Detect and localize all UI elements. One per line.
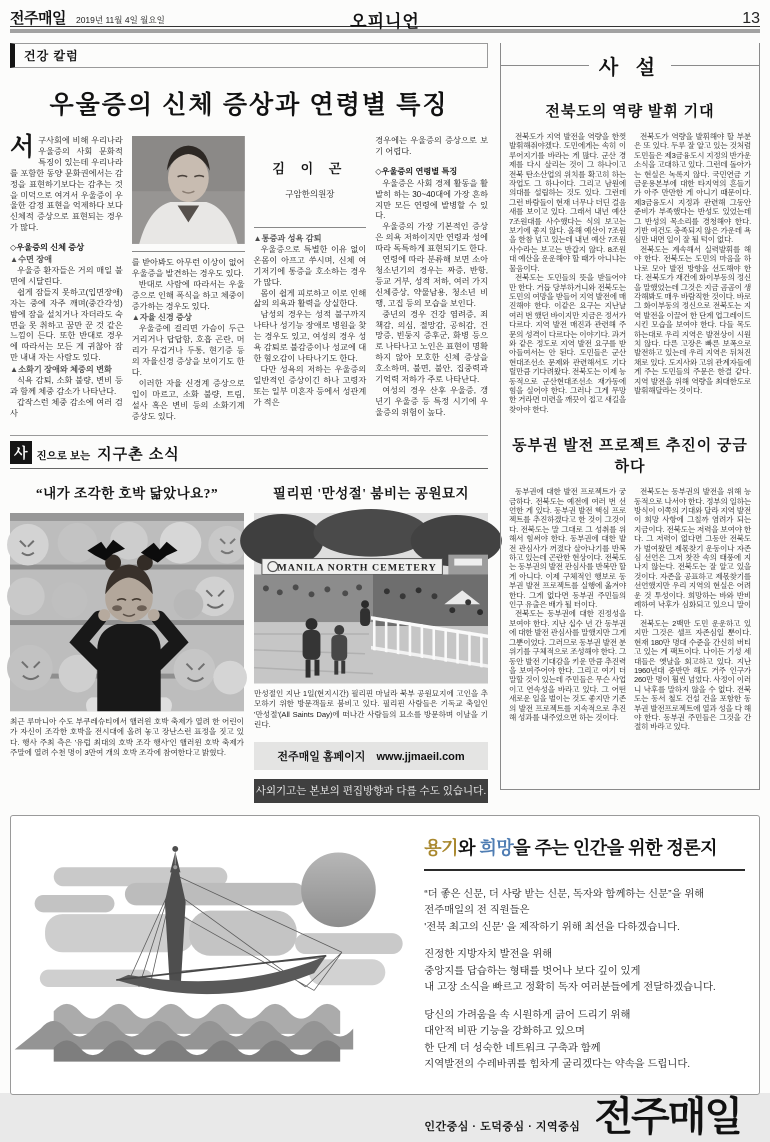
section-title: 오피니언 xyxy=(350,12,420,31)
health-column-label: 건강 칼럼 xyxy=(10,43,488,68)
photo1-caption: 최근 루마니아 수도 부쿠레슈티에서 핼러윈 호박 축제가 열려 한 어린이가 자신이 조각한 호박을 전시대에 올려 놓고 장난스런 표정을 짓고 있다. 행사 주최 측은 '유럽 최대의 호박 조각 행사'인 핼러윈 호박 축제가 주말에 열려 수천 명이 3만여 개의 호박 조각에 참여한다고 밝혔다. xyxy=(10,716,244,758)
photo1-title: “내가 조각한 호박 닮았나요?” xyxy=(35,485,219,501)
editorial-box xyxy=(500,43,760,790)
left-column xyxy=(10,43,488,803)
health-col-1: 서구사회에 비해 우리나라 우울증의 사회 문화적 특징이 있는데 우리나라를 포함한 동양 문화권에서는 감정을 표현하기보다는 감추는 것을 미덕으로 여겨서 우울증이 우울한 감정 표현을 억제하다 보다 신체적 증상으로 표현되는 경우가 많다. ◇우울증의 신체 증상 ▲수면 장애 우울증 환자들은 거의 매일 불면에 시달린다. 쉽게 잠들지 못하고(입면장애) 자는 중에 자주 깨며(중간각성) 밤에 잠을 설치거나 자더라도 숙면을 못 취하고 꿈만 꾼 것 같은 느낌이 든다. 또한 반대로 경우에 따라서는 모든 게 귀찮아 잠만 내내 자는 사람도 있다. ▲소화기 장애와 체중의 변화 식욕 감퇴, 소화 불량, 변비 등과 함께 체중 감소가 나타난다. 갑작스런 체중 감소에 여러 검사 xyxy=(10,134,123,418)
promo-paragraph-2: 진정한 지방자치 발전을 위해 중앙지를 답습하는 형태를 벗어나 보다 깊이 있게 내 고장 소식을 빠르고 정확히 독자 여러분들에게 전달하겠습니다. xyxy=(424,949,716,994)
homepage-label: 전주매일 홈페이지 xyxy=(277,750,366,763)
author-photo xyxy=(132,136,245,252)
promo-title: 용기와 희망을 주는 인간을 위한 정론지 xyxy=(424,834,745,871)
photo1-pumpkin-child-image xyxy=(10,513,244,711)
editorial-header xyxy=(501,43,759,88)
photo-story-cemetery xyxy=(254,473,488,803)
promo-paragraph-3: 당신의 가려움을 속 시원하게 긁어 드리기 위해 대안적 비판 기능을 강화하고 있으며 한 단계 더 성숙한 네트워크 구축과 함께 지역발전의 수레바퀴를 힘차게 굴리겠다는 약속을 드립니다. xyxy=(424,1009,691,1071)
masthead-brand: 전주매일 xyxy=(10,10,66,27)
homepage-url[interactable]: www.jjmaeil.com xyxy=(376,750,465,763)
photo2-caption: 만성절인 지난 1일(현지시간) 필리핀 마닐라 북부 공원묘지에 고인을 추모하기 위한 방문객들로 붐비고 있다. 필리핀 사람들은 기독교 축일인 '만성절'(All Saints Day)에 떠나간 사람들의 묘소를 방문하며 이날을 기린다. xyxy=(254,689,488,730)
issue-date: 2019년 11월 4일 월요일 xyxy=(75,15,165,25)
promo-banner xyxy=(10,815,760,1139)
brand-slogan: 인간중심 · 도덕중심 · 지역중심 xyxy=(424,1120,581,1133)
sun xyxy=(301,852,376,927)
health-article-body xyxy=(10,136,488,423)
contribution-disclaimer-bar: 사외기고는 본보의 편집방향과 다를 수도 있습니다. xyxy=(254,779,488,803)
editorial-label: 사 설 xyxy=(598,57,662,79)
photo-story-pumpkin xyxy=(10,473,244,803)
photo2-cemetery-image xyxy=(254,513,488,684)
health-col-4: 경우에는 우울증의 증상으로 보기 어렵다. ◇우울증의 연령별 특징 우울증은 사회 경제 활동을 활발히 하는 30~40대에 가장 흔하지만 모든 연령에 발병할 수 있다. 우울증의 가장 기본적인 증상은 의욕 저하이지만 연령과 성에 따라 독특하게 표현되기도 한다. 연령에 따라 분류해 보면 소아청소년기의 경우는 짜증, 반항, 등교 거부, 성적 저하, 여러 가지 신체증상, 약물남용, 청소년 비행, 고집 등의 모습을 보인다. 중년의 경우 건강 염려증, 죄책감, 의심, 절망감, 공허감, 건망증, 빈둥지 증후군, 화병 등으로 나타나고 노인은 표현이 명확하지 않아 모호한 신체 증상을 호소하며, 불면, 불안, 집중력과 기억력 저하가 주로 나타난다. 여성의 경우 산후 우울증, 갱년기 우울증 등 특정 시기에 우울증의 위험이 높다. xyxy=(375,136,488,417)
drop-cap: 서 xyxy=(10,134,35,161)
waves xyxy=(15,1004,354,1062)
health-col-2: 를 받아봐도 아무런 이상이 없어 우울증을 발견하는 경우도 있다. 반대로 사람에 따라서는 우울증으로 인해 폭식을 하고 체중이 증가하는 경우도 있다. ▲자율 신경 증상 우울증에 걸리면 가슴이 두근거리거나 답답함, 호흡 곤란, 머리가 무겁거나 두통, 현기증 등의 자율신경 증상을 보이기도 한다. 이러한 자율 신경계 증상으로 입이 마르고, 소화 불량, 트림, 설사 혹은 변비 등의 소화기계 증상도 있다. xyxy=(132,136,245,423)
promo-illustration xyxy=(19,824,418,1084)
author-portrait-illustration xyxy=(132,136,245,244)
photos-section-header: 사 진으로 보는 지구촌 소식 xyxy=(10,436,488,469)
author-title: 구암한의원장 xyxy=(285,188,335,199)
editorial2-title: 동부권 발전 프로젝트 추진이 궁금하다 xyxy=(512,438,748,476)
promo-paragraph-1: “더 좋은 신문, 더 사랑 받는 신문, 독자와 함께하는 신문”을 위해 전주매일의 전 직원들은 '전북 최고의 신문' 을 제작하기 위해 최선을 다하겠습니다. xyxy=(424,888,705,933)
homepage-box xyxy=(254,742,488,770)
photos-dropcap: 사 xyxy=(10,441,32,464)
author-name: 김 이 곤 xyxy=(272,161,348,176)
author-block xyxy=(254,136,367,228)
health-article-title: 우울증의 신체 증상과 연령별 특징 xyxy=(49,92,449,119)
promo-footer xyxy=(424,1085,745,1142)
editorial1-body: 전북도가 지역 발전을 역량을 한껏 발휘해줘야겠다. 도민에게는 속히 이루어지기를 바라는 게 많다. 군산 경제를 다시 살리는 것이 그 하나이고 전북 탄소산업의 위치를 확고히 하는 작업도 그 하나이다. 그리고 남원에 의대를 설립하는 것도 있다. 그런데 그런 바람들이 현재 너무나 더딘 걸음새를 보이고 있다. 그래서 내년 예산 7조원대를 사수했다는 식의 보고는 보기에 좋지 않다. 올해 예산이 7조원을 한참 넘고 있는데 내년 예산 7조원 사수라는 보고는 반갑지 않다. 8조원대 예산을 운운해야 할 때가 아니냐는 물음이다. 전북도는 도민들의 뜻을 받들어야만 한다. 거듭 당부하거니와 전북도는 도민의 여망을 받들어 지역 발전에 매진해야 한다. 이같은 요구는 지난날 여러 번 했던 바이지만 지금은 정서가 다르다. 지역 발전 매진과 관련해 주문의 성격이 다르다는 이야기다. 과거와 같은 정도로 지역 발전 요구를 받아들여서는 안 된다. 도민들은 군산 현대조선소 문제와 관련해서도 기다릴만큼 기다려왔다. 전북도는 이제 능동적으로 군산현대조선소 재가동에 힘을 실어야 한다. 그러나 그게 무망한 거라면 미련을 깨끗이 접고 새길을 찾아야 한다. 전북도가 역량을 발휘해야 할 부분은 또 있다. 두루 잘 알고 있는 것처럼 도민들은 제3금융도시 지정의 반가운 소식을 고대하고 있다. 그런데 돌아가는 현실은 녹록지 않다. 국민연금 기금운용본부에 대한 타지역의 흔들기가 아주 만만한 게 아니기 때문이다. 제3금융도시 지정과 관련해 그동안 준비가 부족했다는 반성도 있었는데 그 반성의 목소리를 경청해야 한다. 기반 여건도 충족되지 않은 가운데 욕심만 내면 일이 잘 될 턱이 없다. 전북도는 계속해서 실력발휘를 해야 한다. 전북도는 도민의 마음을 하나로 모아 발전 방향을 선도해야 한다. 전북도가 재건에 화이부동의 정신을 말했었는데 그것은 지금 곰곰이 생각해봐도 매우 바람직한 것이다. 바로 그 화이부동의 정신으로 전북도는 지역 발전을 이끌어 한 단계 업그레이드시킨 모습을 보여야 한다. 다들 목도하는대로 우리 지역은 발전상이 시원치 않다. 다른 고장은 빠른 보폭으로 발전하고 있는데 우리 지역은 뒤처진 채로 있다. 도지사와 고위 관계자들에게 주는 도민들의 주문은 한결 같다. 지역 발전을 위해 역량을 최대한도로 발휘해달라는 것이다. xyxy=(509,132,751,414)
editorial2-body: 동부권에 대한 발전 프로젝트가 궁금하다. 전북도는 예전에 여러 번 선언한 게 있다. 동부권 발전 핵심 프로젝트를 추진하겠다고 한 것이 그것이다. 전북도는 말 그대로 그 성취를 위해서 힘써야 한다. 동부권에 대한 발전 관심사가 꺼졌다 살아나기를 반복하고 있는데 곤란한 현상이다. 전북도는 동부권의 발전 관심사를 반복만 할 게 아니다. 이제 구체적인 행보로 동부권 발전 프로젝트를 실행에 옮겨야 한다. 그게 없다면 동부권 주민들의 인구 유출은 배가 될 터이다. 전북도는 동부권에 대한 진정성을 보여야 한다. 지난 십수 년 간 동부권에 대한 발전 관심사를 말했지만 그게 그뿐이었다. 그러므로 동부권 발전 분위기를 구체적으로 조성해야 한다. 그동안 발전 기대감을 키운 만큼 추진력을 보여주어야 한다. 그리고 여기 더 말할 것이 있는데 주민들은 무슨 사업이고 연속성을 바라고 있다. 그 어떤 새로운 일을 벌이는 것도 좋지만 기존의 발전 프로젝트를 지속적으로 추진해 성과를 내주었으면 하는 것이다. 전북도는 동부권의 발전을 위해 능동적으로 나서야 한다. 정부의 일하는 방식이 이쪽의 기대와 달라 지역 발전이 희망 사항에 그칠까 염려가 되는 지금이다. 전북도는 저력을 보여야 한다. 그 저력이 없다면 그동안 전북도가 벌여왔던 제몫찾기 운동이나 자존심 선언은 그저 찻잔 속의 태풍에 지나지 않는다. 전북도는 잘 알고 있을 것이다. 자존을 공표하고 제몫찾기를 선언했지만 우리 지역의 현실은 어려운 것 투성이다. 희망하는 바와 반비례하여 낙후가 심화되고 있으니 말이다. 전북도는 2백만 도민 운운하고 있지만 그것은 셀프 자존심일 뿐이다. 현재 180만 명대 수준을 간신히 버티고 있는 게 팩트이다. 나이든 기성 세대들은 옛날을 회고하고 있다. 지난 1960년대 중반만 해도 거주 인구가 260만 명이 훨씬 넘었다. 사정이 이러니 낙후를 말하지 않을 수 없다. 전북도는 동서 철도 건설 건을 포함한 동부권 발전프로젝트에 열과 성을 다 해야 한다. 동부권 주민들은 그것을 간절히 바라고 있다. xyxy=(509,487,751,732)
page-number: 13 xyxy=(742,10,760,27)
photo2-title: 필리핀 '만성절' 붐비는 공원묘지 xyxy=(272,485,470,501)
health-col-3: 김 이 곤 구암한의원장 ▲통증과 성욕 감퇴 우울증으로 특별한 이유 없이 온몸이 아프고 쑤시며, 신체 여기저기에 통증을 호소하는 경우가 많다. 몸이 쉽게 피로하고 이로 인해 삶의 의욕과 활력을 상실한다. 남성의 경우는 성적 불구까지 나타나 성기능 장애로 병원을 찾는 경우도 있고, 여성의 경우 성욕 감퇴로 불감증이나 성교에 대한 혐오감이 나타나기도 한다. 다만 성욕의 저하는 우울증의 일반적인 증상이긴 하나 고령자 또는 일부 미혼자 등에서 성관계가 적은 xyxy=(254,136,367,423)
pen-ship-illustration xyxy=(19,824,418,1084)
editorial1-title: 전북도의 역량 발휘 기대 xyxy=(545,104,715,120)
promo-text-block xyxy=(418,824,745,1139)
page-header xyxy=(10,0,760,31)
cemetery-banner-text: MANILA NORTH CEMETERY xyxy=(277,562,437,574)
brand-logo: 전주매일 xyxy=(594,1094,741,1139)
